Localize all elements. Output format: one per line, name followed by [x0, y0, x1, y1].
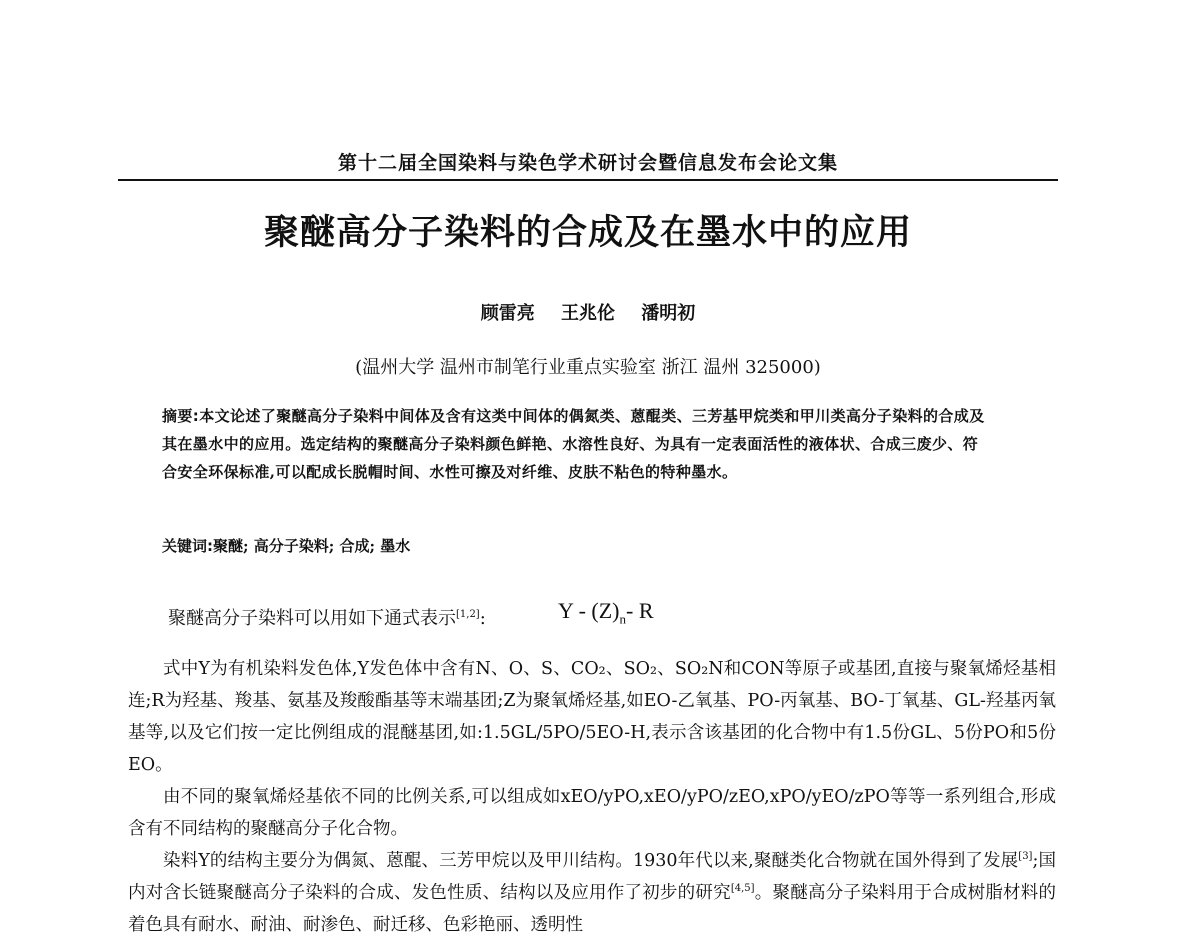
paragraph-text: 染料Y的结构主要分为偶氮、蒽醌、三芳甲烷以及甲川结构。1930年代以来,聚醚类化合物就在国外得到了发展 [163, 851, 1019, 871]
citation: [4,5] [730, 883, 755, 895]
authors [0, 299, 1176, 325]
abstract-label: 摘要: [162, 407, 200, 425]
keywords-text: 聚醚; 高分子染料; 合成; 墨水 [213, 537, 411, 555]
paper-title: 聚醚高分子染料的合成及在墨水中的应用 [263, 213, 912, 253]
body-text [128, 653, 1056, 941]
formula-left: Y - (Z) [558, 598, 620, 623]
formula-intro-text: 聚醚高分子染料可以用如下通式表示 [168, 608, 456, 629]
running-head: 第十二届全国染料与染色学术研讨会暨信息发布会论文集 [337, 152, 838, 174]
keywords-label: 关键词: [162, 537, 213, 555]
paragraph [128, 845, 1056, 941]
paragraph-text: ;国内对含长链聚醚高分子染料的合成、发色性质、结构以及应用作了初步的研究 [128, 851, 1056, 903]
abstract-text: 本文论述了聚醚高分子染料中间体及含有这类中间体的偶氮类、蒽醌类、三芳基甲烷类和甲川类高分子染料的合成及其在墨水中的应用。选定结构的聚醚高分子染料颜色鲜艳、水溶性良好、为具有一定表面活性的液体状、合成三废少、符合安全环保标准,可以配成长脱帽时间、水性可擦及对纤维、皮肤不粘色的特种墨水。 [162, 407, 985, 481]
paragraph-text: 。聚醚高分子染料用于合成树脂材料的着色具有耐水、耐油、耐渗色、耐迁移、色彩艳丽、透明性 [128, 883, 1057, 935]
formula-right: - R [626, 598, 654, 623]
author-name: 顾雷亮 [480, 303, 535, 324]
author-name: 潘明初 [641, 303, 696, 324]
author-name: 王兆伦 [561, 303, 615, 324]
paragraph: 由不同的聚氧烯烃基依不同的比例关系,可以组成如xEO/yPO,xEO/yPO/zEO,xPO/yEO/zPO等等一系列组合,形成含有不同结构的聚醚高分子化合物。 [128, 787, 1056, 839]
formula-intro [168, 604, 486, 630]
affiliation: (温州大学 温州市制笔行业重点实验室 浙江 温州 325000) [355, 357, 821, 378]
abstract [162, 402, 992, 486]
keywords [162, 532, 992, 560]
paragraph: 式中Y为有机染料发色体,Y发色体中含有N、O、S、CO₂、SO₂、SO₂N和CON等原子或基团,直接与聚氧烯烃基相连;R为羟基、羧基、氨基及羧酸酯基等末端基团;Z为聚氧烯烃基,如EO-乙氧基、PO-丙氧基、BO-丁氧基、GL-羟基丙氧基等,以及它们按一定比例组成的混醚基团,如:1.5GL/5PO/5EO-H,表示含该基团的化合物中有1.5份GL、5份PO和5份EO。 [128, 659, 1056, 775]
formula-subscript: n [619, 611, 626, 627]
citation: [1,2] [456, 609, 480, 620]
citation: [3] [1018, 851, 1033, 863]
header-rule [118, 179, 1058, 181]
formula-intro-colon: : [479, 608, 486, 629]
general-formula [558, 598, 654, 627]
